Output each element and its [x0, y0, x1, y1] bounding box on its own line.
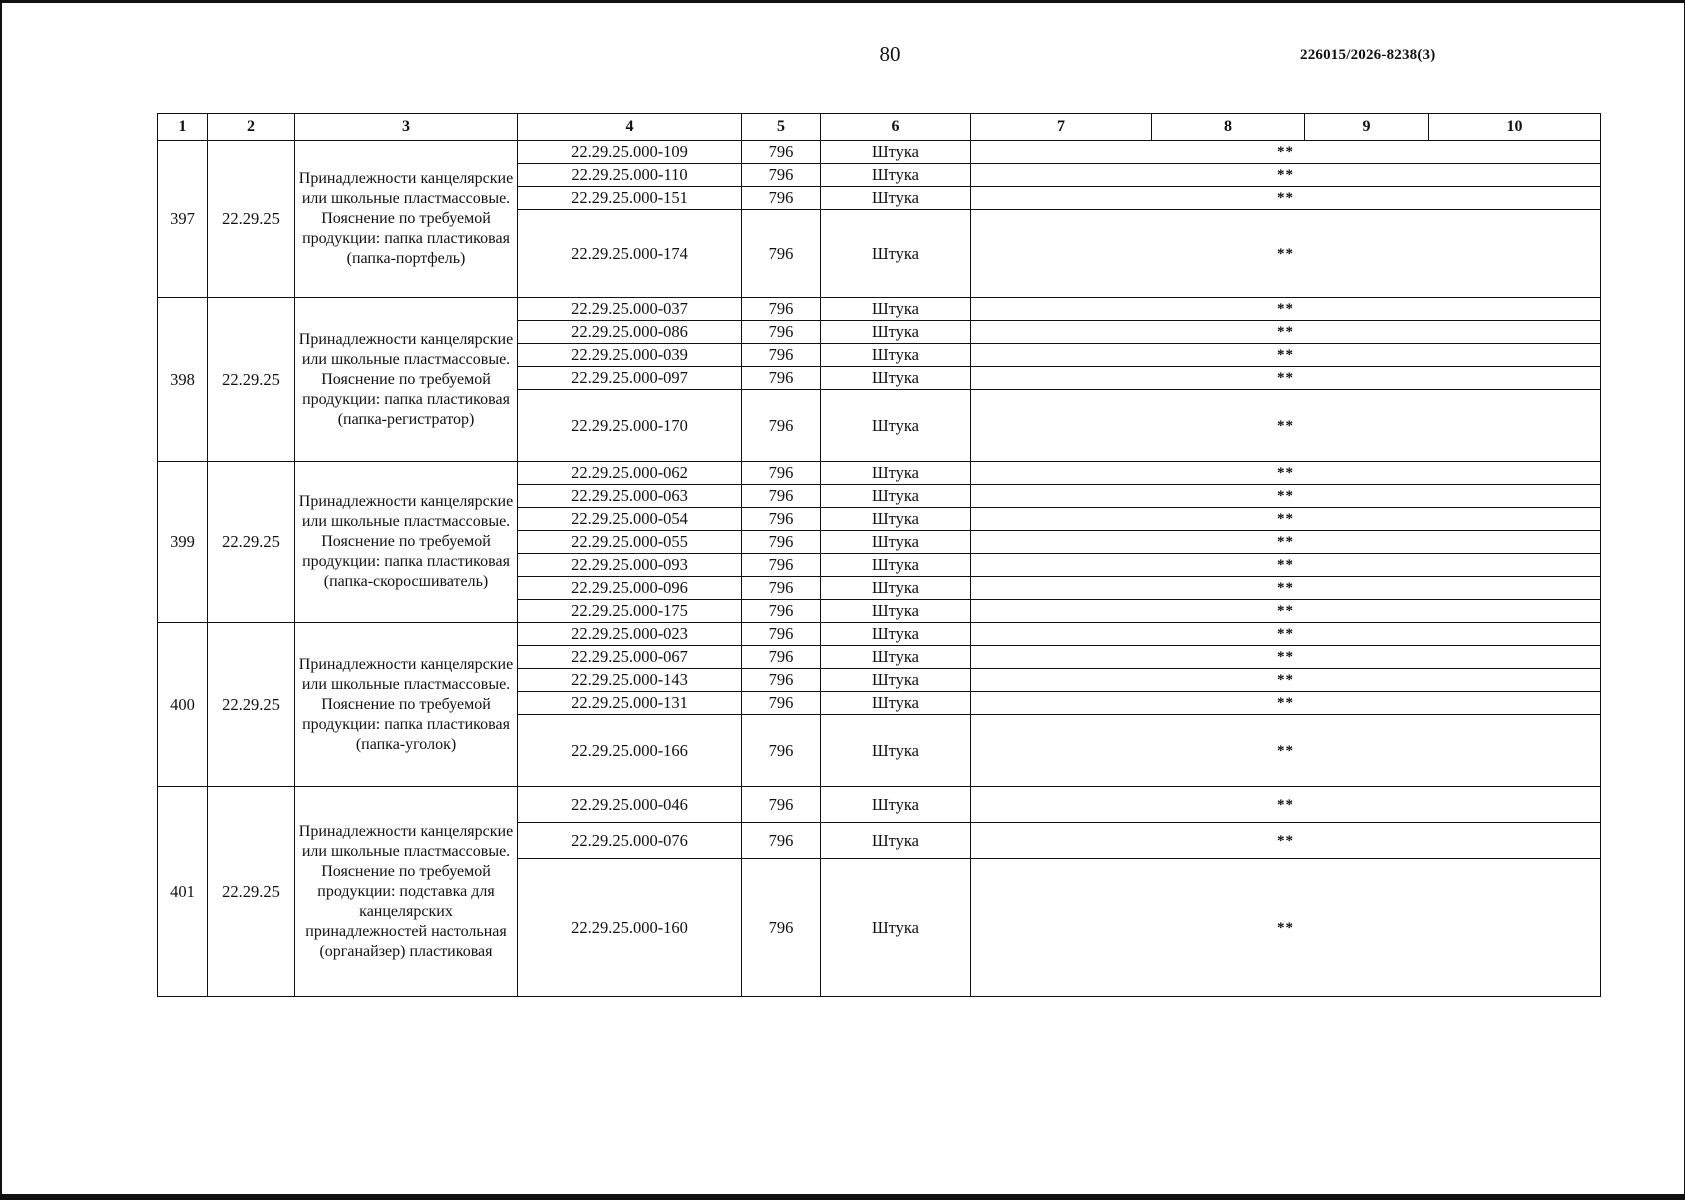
note-cell: ** — [971, 485, 1601, 508]
okei-code: 796 — [742, 321, 821, 344]
okpd2-code: 22.29.25 — [208, 462, 295, 623]
column-header: 1 — [158, 114, 208, 141]
row-number: 401 — [158, 787, 208, 997]
note-cell: ** — [971, 623, 1601, 646]
okei-code: 796 — [742, 623, 821, 646]
column-header: 7 — [971, 114, 1152, 141]
okei-code: 796 — [742, 298, 821, 321]
okei-code: 796 — [742, 462, 821, 485]
column-header: 5 — [742, 114, 821, 141]
column-header: 10 — [1429, 114, 1601, 141]
okei-code: 796 — [742, 715, 821, 787]
unit-name: Штука — [821, 462, 971, 485]
ktru-code: 22.29.25.000-143 — [518, 669, 742, 692]
column-header: 9 — [1305, 114, 1429, 141]
unit-name: Штука — [821, 669, 971, 692]
note-cell: ** — [971, 141, 1601, 164]
okei-code: 796 — [742, 344, 821, 367]
okei-code: 796 — [742, 646, 821, 669]
product-description: Принадлежности канцелярские или школьные пластмассовые. Пояснение по требуемой продукции: подставка для канцелярских принадлежностей настольная (органайзер) пластиковая — [295, 787, 518, 997]
ktru-code: 22.29.25.000-039 — [518, 344, 742, 367]
note-cell: ** — [971, 164, 1601, 187]
okpd2-code: 22.29.25 — [208, 298, 295, 462]
ktru-code: 22.29.25.000-046 — [518, 787, 742, 823]
okei-code: 796 — [742, 692, 821, 715]
note-cell: ** — [971, 554, 1601, 577]
note-cell: ** — [971, 508, 1601, 531]
ktru-code: 22.29.25.000-160 — [518, 859, 742, 997]
note-cell: ** — [971, 823, 1601, 859]
note-cell: ** — [971, 462, 1601, 485]
column-header: 2 — [208, 114, 295, 141]
note-cell: ** — [971, 577, 1601, 600]
ktru-code: 22.29.25.000-093 — [518, 554, 742, 577]
unit-name: Штука — [821, 577, 971, 600]
okei-code: 796 — [742, 669, 821, 692]
table-row — [158, 141, 1601, 164]
okei-code: 796 — [742, 508, 821, 531]
unit-name: Штука — [821, 164, 971, 187]
unit-name: Штука — [821, 367, 971, 390]
note-cell: ** — [971, 531, 1601, 554]
table-row — [158, 298, 1601, 321]
note-cell: ** — [971, 210, 1601, 298]
page-number: 80 — [879, 42, 901, 66]
okei-code: 796 — [742, 531, 821, 554]
unit-name: Штука — [821, 531, 971, 554]
okei-code: 796 — [742, 367, 821, 390]
row-number: 397 — [158, 141, 208, 298]
okei-code: 796 — [742, 823, 821, 859]
ktru-code: 22.29.25.000-170 — [518, 390, 742, 462]
okpd2-code: 22.29.25 — [208, 787, 295, 997]
table-header-row — [158, 114, 1601, 141]
unit-name: Штука — [821, 554, 971, 577]
okei-code: 796 — [742, 859, 821, 997]
okei-code: 796 — [742, 787, 821, 823]
ktru-code: 22.29.25.000-151 — [518, 187, 742, 210]
okei-code: 796 — [742, 577, 821, 600]
column-header: 8 — [1152, 114, 1305, 141]
column-header: 3 — [295, 114, 518, 141]
unit-name: Штука — [821, 390, 971, 462]
ktru-code: 22.29.25.000-023 — [518, 623, 742, 646]
ktru-code: 22.29.25.000-131 — [518, 692, 742, 715]
product-description: Принадлежности канцелярские или школьные пластмассовые. Пояснение по требуемой продукции: папка пластиковая (папка-регистратор) — [295, 298, 518, 462]
ktru-code: 22.29.25.000-174 — [518, 210, 742, 298]
note-cell: ** — [971, 692, 1601, 715]
unit-name: Штука — [821, 715, 971, 787]
unit-name: Штука — [821, 210, 971, 298]
unit-name: Штука — [821, 692, 971, 715]
note-cell: ** — [971, 298, 1601, 321]
ktru-code: 22.29.25.000-037 — [518, 298, 742, 321]
unit-name: Штука — [821, 646, 971, 669]
note-cell: ** — [971, 321, 1601, 344]
product-description: Принадлежности канцелярские или школьные пластмассовые. Пояснение по требуемой продукции: папка пластиковая (папка-портфель) — [295, 141, 518, 298]
note-cell: ** — [971, 367, 1601, 390]
note-cell: ** — [971, 187, 1601, 210]
unit-name: Штука — [821, 623, 971, 646]
note-cell: ** — [971, 859, 1601, 997]
unit-name: Штука — [821, 187, 971, 210]
ktru-code: 22.29.25.000-175 — [518, 600, 742, 623]
ktru-code: 22.29.25.000-067 — [518, 646, 742, 669]
ktru-code: 22.29.25.000-096 — [518, 577, 742, 600]
note-cell: ** — [971, 600, 1601, 623]
column-header: 6 — [821, 114, 971, 141]
ktru-code: 22.29.25.000-062 — [518, 462, 742, 485]
row-number: 400 — [158, 623, 208, 787]
row-number: 398 — [158, 298, 208, 462]
note-cell: ** — [971, 715, 1601, 787]
ktru-code: 22.29.25.000-109 — [518, 141, 742, 164]
ktru-code: 22.29.25.000-054 — [518, 508, 742, 531]
ktru-code: 22.29.25.000-086 — [518, 321, 742, 344]
ktru-code: 22.29.25.000-055 — [518, 531, 742, 554]
note-cell: ** — [971, 646, 1601, 669]
ktru-code: 22.29.25.000-097 — [518, 367, 742, 390]
okei-code: 796 — [742, 485, 821, 508]
document-reference: 226015/2026-8238(3) — [1300, 47, 1436, 63]
note-cell: ** — [971, 390, 1601, 462]
ktru-code: 22.29.25.000-110 — [518, 164, 742, 187]
unit-name: Штука — [821, 823, 971, 859]
okei-code: 796 — [742, 600, 821, 623]
note-cell: ** — [971, 787, 1601, 823]
ktru-code: 22.29.25.000-063 — [518, 485, 742, 508]
ktru-code: 22.29.25.000-076 — [518, 823, 742, 859]
row-number: 399 — [158, 462, 208, 623]
product-description: Принадлежности канцелярские или школьные пластмассовые. Пояснение по требуемой продукции: папка пластиковая (папка-скоросшиватель) — [295, 462, 518, 623]
unit-name: Штука — [821, 485, 971, 508]
unit-name: Штука — [821, 321, 971, 344]
note-cell: ** — [971, 344, 1601, 367]
unit-name: Штука — [821, 600, 971, 623]
okei-code: 796 — [742, 187, 821, 210]
product-description: Принадлежности канцелярские или школьные пластмассовые. Пояснение по требуемой продукции: папка пластиковая (папка-уголок) — [295, 623, 518, 787]
okpd2-code: 22.29.25 — [208, 623, 295, 787]
table-row — [158, 623, 1601, 646]
column-header: 4 — [518, 114, 742, 141]
okpd2-code: 22.29.25 — [208, 141, 295, 298]
unit-name: Штука — [821, 787, 971, 823]
unit-name: Штука — [821, 859, 971, 997]
unit-name: Штука — [821, 298, 971, 321]
unit-name: Штука — [821, 344, 971, 367]
register-table — [157, 113, 1601, 997]
okei-code: 796 — [742, 210, 821, 298]
ktru-code: 22.29.25.000-166 — [518, 715, 742, 787]
okei-code: 796 — [742, 554, 821, 577]
note-cell: ** — [971, 669, 1601, 692]
okei-code: 796 — [742, 164, 821, 187]
unit-name: Штука — [821, 508, 971, 531]
okei-code: 796 — [742, 141, 821, 164]
okei-code: 796 — [742, 390, 821, 462]
table-row — [158, 787, 1601, 823]
table-row — [158, 462, 1601, 485]
unit-name: Штука — [821, 141, 971, 164]
